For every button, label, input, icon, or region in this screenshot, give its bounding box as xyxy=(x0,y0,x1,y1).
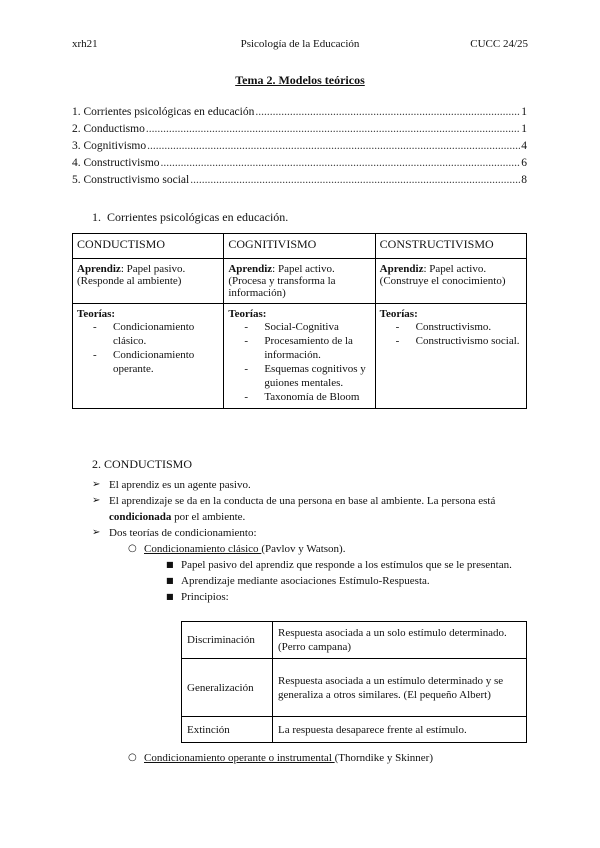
toc-entry[interactable] xyxy=(72,106,527,123)
toc-page: 4 xyxy=(521,140,527,152)
list-item: - Taxonomía de Bloom xyxy=(242,390,370,404)
toc-label: 3. Cognitivismo xyxy=(72,140,147,152)
square-bullet: ■ Principios: xyxy=(92,589,532,605)
header-center: Psicología de la Educación xyxy=(240,38,360,50)
toc-entry[interactable] xyxy=(72,123,527,140)
section-2-heading: 2. CONDUCTISMO xyxy=(92,457,193,471)
toc-label: 2. Conductismo xyxy=(72,123,145,135)
principle-desc: Respuesta asociada a un solo estímulo determinado. (Perro campana) xyxy=(273,622,527,659)
teorias-cell: Teorías: - Condicionamiento clásico. - Condicionamiento operante. xyxy=(73,304,224,409)
aprendiz-cell: Aprendiz: Papel activo. (Construye el conocimiento) xyxy=(375,259,526,304)
toc-page: 1 xyxy=(521,123,527,135)
table-header-cell: CONDUCTISMO xyxy=(73,234,224,259)
principle-name: Generalización xyxy=(182,659,273,717)
page-title: Tema 2. Modelos teóricos xyxy=(235,73,365,87)
section-2-body xyxy=(92,477,532,605)
toc-page: 6 xyxy=(521,157,527,169)
teorias-cell: Teorías: - Social-Cognitiva - Procesamiento de la información. - Esquemas cognitivos y guiones mentales. - Taxonomía de Bloom xyxy=(224,304,375,409)
section-1-number: 1. xyxy=(92,210,101,224)
section-1-title: Corrientes psicológicas en educación. xyxy=(107,210,289,224)
aprendiz-cell: Aprendiz: Papel pasivo. (Responde al ambiente) xyxy=(73,259,224,304)
arrow-bullet: ➢ El aprendiz es un agente pasivo. xyxy=(92,477,532,493)
toc-label: 4. Constructivismo xyxy=(72,157,160,169)
clasico-heading: Condicionamiento clásico xyxy=(144,543,262,555)
table-header-cell: COGNITIVISMO xyxy=(224,234,375,259)
toc-entry[interactable] xyxy=(72,140,527,157)
list-item: - Condicionamiento clásico. xyxy=(91,320,219,348)
section-1-heading xyxy=(92,210,288,225)
list-item: - Esquemas cognitivos y guiones mentales. xyxy=(242,362,370,390)
operante-heading: Condicionamiento operante o instrumental xyxy=(144,752,335,764)
list-item: - Constructivismo. xyxy=(394,320,522,334)
table-of-contents xyxy=(72,106,527,191)
teorias-cell: Teorías: - Constructivismo. - Constructivismo social. xyxy=(375,304,526,409)
header-right: CUCC 24/25 xyxy=(470,38,528,50)
list-item: - Condicionamiento operante. xyxy=(91,348,219,376)
arrow-bullet: ➢ El aprendizaje se da en la conducta de una persona en base al ambiente. La persona está condicionada por el ambiente. xyxy=(92,493,532,525)
principle-name: Extinción xyxy=(182,717,273,743)
arrow-bullet: ➢ Dos teorías de condicionamiento: xyxy=(92,525,532,541)
circle-bullet: ○ Condicionamiento clásico (Pavlov y Watson). xyxy=(92,541,532,557)
models-table xyxy=(72,233,527,409)
circle-bullet: ○ Condicionamiento operante o instrumental (Thorndike y Skinner) xyxy=(92,752,433,764)
toc-entry[interactable] xyxy=(72,157,527,174)
table-header-cell: CONSTRUCTIVISMO xyxy=(375,234,526,259)
list-item: - Social-Cognitiva xyxy=(242,320,370,334)
principle-name: Discriminación xyxy=(182,622,273,659)
toc-label: 5. Constructivismo social xyxy=(72,174,190,186)
header-left: xrh21 xyxy=(72,38,98,50)
toc-page: 8 xyxy=(521,174,527,186)
toc-page: 1 xyxy=(521,106,527,118)
aprendiz-cell: Aprendiz: Papel activo. (Procesa y transforma la información) xyxy=(224,259,375,304)
list-item: - Procesamiento de la información. xyxy=(242,334,370,362)
square-bullet: ■ Aprendizaje mediante asociaciones Estímulo-Respuesta. xyxy=(92,573,532,589)
square-bullet: ■ Papel pasivo del aprendiz que responde a los estímulos que se le presentan. xyxy=(92,557,532,573)
list-item: - Constructivismo social. xyxy=(394,334,522,348)
toc-label: 1. Corrientes psicológicas en educación xyxy=(72,106,255,118)
principle-desc: La respuesta desaparece frente al estímulo. xyxy=(273,717,527,743)
principle-desc: Respuesta asociada a un estímulo determinado y se generaliza a otros similares. (El pequeño Albert) xyxy=(273,659,527,717)
principles-table xyxy=(181,621,527,743)
toc-entry[interactable] xyxy=(72,174,527,191)
